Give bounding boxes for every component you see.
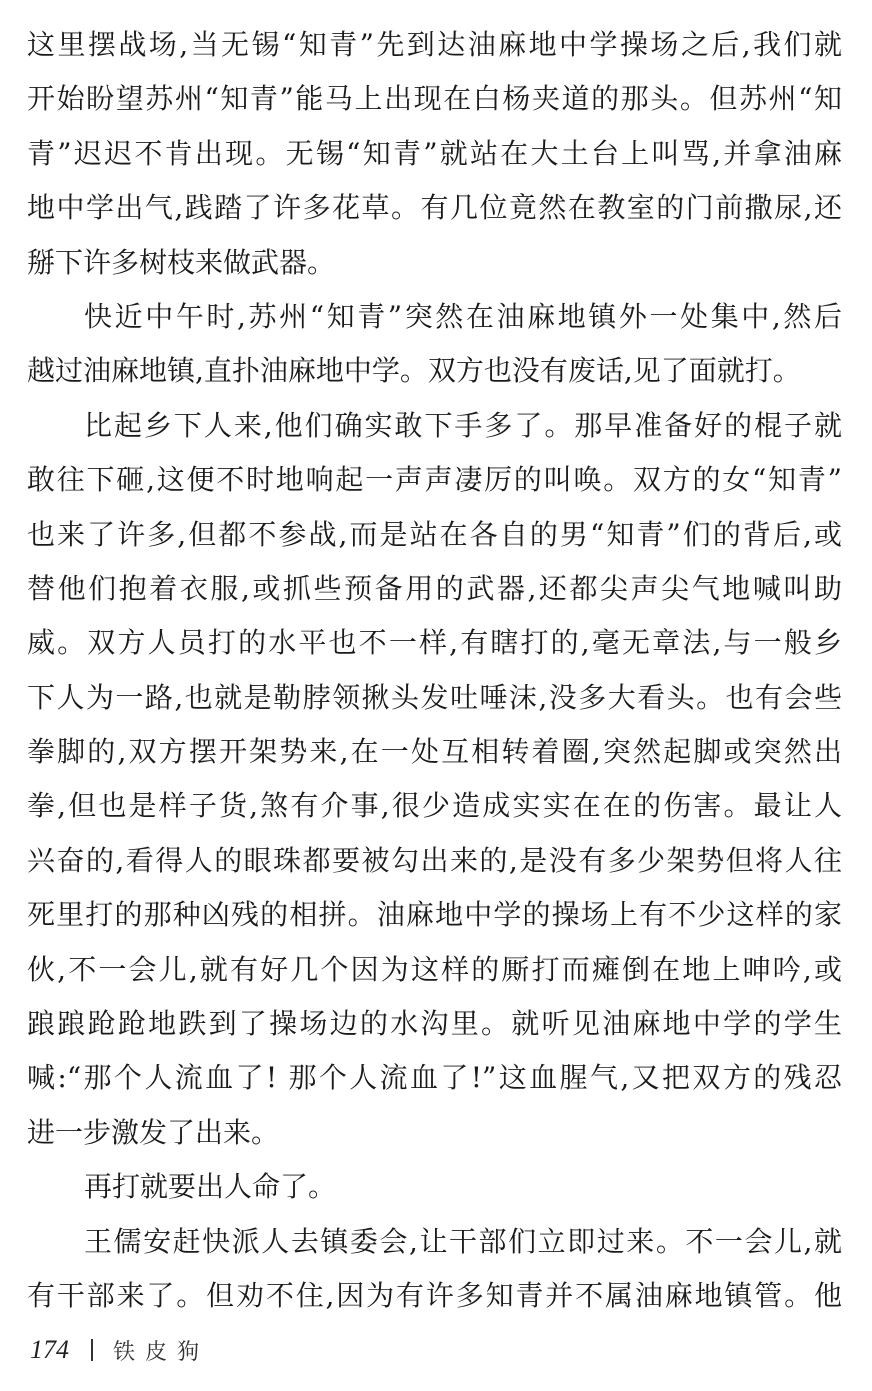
text-line: 伙,不一会儿,就有好几个因为这样的厮打而瘫倒在地上呻吟,或	[27, 952, 842, 986]
text-line: 喊:“那个人流血了! 那个人流血了!”这血腥气,又把双方的残忍	[27, 1061, 842, 1095]
text-line: 再打就要出人命了。	[84, 1170, 337, 1204]
text-line: 比起乡下人来,他们确实敢下手多了。那早准备好的棍子就	[84, 408, 842, 442]
text-line: 这里摆战场,当无锡“知青”先到达油麻地中学操场之后,我们就	[27, 28, 842, 61]
text-line: 拳,但也是样子货,煞有介事,很少造成实实在在的伤害。最让人	[27, 789, 842, 823]
text-line: 王儒安赶快派人去镇委会,让干部们立即过来。不一会儿,就	[84, 1224, 842, 1258]
body-text	[27, 18, 842, 1323]
text-line: 越过油麻地镇,直扑油麻地中学。双方也没有废话,见了面就打。	[27, 354, 801, 388]
text-line: 也来了许多,但都不参战,而是站在各自的男“知青”们的背后,或	[27, 517, 842, 551]
text-line: 替他们抱着衣服,或抓些预备用的武器,还都尖声尖气地喊叫助	[27, 571, 842, 605]
text-line: 进一步激发了出来。	[27, 1115, 280, 1149]
page-footer	[30, 1330, 209, 1370]
text-line: 地中学出气,践踏了许多花草。有几位竟然在教室的门前撒尿,还	[27, 191, 842, 225]
footer-divider	[91, 1339, 93, 1361]
text-line: 青”迟迟不肯出现。无锡“知青”就站在大土台上叫骂,并拿油麻	[27, 136, 842, 170]
text-line: 开始盼望苏州“知青”能马上出现在白杨夹道的那头。但苏州“知	[27, 82, 842, 116]
text-line: 死里打的那种凶残的相拼。油麻地中学的操场上有不少这样的家	[27, 898, 842, 932]
text-line: 敢往下砸,这便不时地响起一声声凄厉的叫唤。双方的女“知青”	[27, 463, 842, 497]
text-line: 快近中午时,苏州“知青”突然在油麻地镇外一处集中,然后	[84, 299, 842, 333]
text-line: 威。双方人员打的水平也不一样,有瞎打的,毫无章法,与一般乡	[27, 626, 842, 660]
page-number: 174	[30, 1335, 69, 1364]
text-line: 下人为一路,也就是勒脖领揪头发吐唾沫,没多大看头。也有会些	[27, 680, 842, 714]
text-line: 踉踉跄跄地跌到了操场边的水沟里。就听见油麻地中学的学生	[27, 1007, 842, 1041]
text-line: 拳脚的,双方摆开架势来,在一处互相转着圈,突然起脚或突然出	[27, 735, 842, 769]
text-line: 兴奋的,看得人的眼珠都要被勾出来的,是没有多少架势但将人往	[27, 843, 842, 877]
text-line: 掰下许多树枝来做武器。	[27, 245, 336, 279]
book-title: 铁皮狗	[113, 1339, 210, 1365]
text-line: 有干部来了。但劝不住,因为有许多知青并不属油麻地镇管。他	[27, 1278, 842, 1312]
